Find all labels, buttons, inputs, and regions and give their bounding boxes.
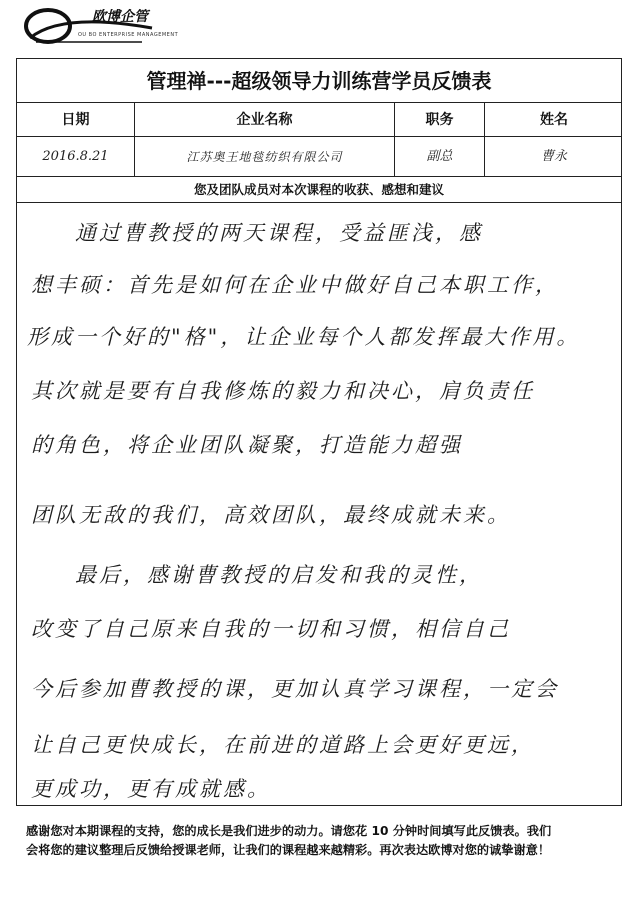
footer-note	[26, 822, 622, 860]
feedback-line: 想丰硕：首先是如何在企业中做好自己本职工作，	[31, 273, 559, 297]
company-logo	[22, 2, 179, 50]
info-row	[17, 137, 621, 177]
footer-line-1: 感谢您对本期课程的支持，您的成长是我们进步的动力。请您花 10 分钟时间填写此反馈表。我们	[26, 824, 552, 838]
feedback-prompt: 您及团队成员对本次课程的收获、感想和建议	[17, 177, 621, 203]
feedback-line: 形成一个好的"格"，让企业每个人都发挥最大作用。	[27, 325, 581, 349]
feedback-body	[17, 203, 621, 805]
header-row	[17, 103, 621, 137]
feedback-line: 让自己更快成长，在前进的道路上会更好更远，	[31, 733, 535, 757]
feedback-line: 的角色，将企业团队凝聚，打造能力超强	[31, 433, 463, 457]
logo-tagline: OU BO ENTERPRISE MANAGEMENT	[78, 32, 179, 38]
name-header: 姓名	[540, 112, 568, 128]
company-value: 江苏奥王地毯纺织有限公司	[135, 137, 395, 176]
feedback-form	[16, 58, 622, 806]
form-title: 管理禅---超级领导力训练营学员反馈表	[17, 59, 621, 103]
feedback-line: 通过曹教授的两天课程，受益匪浅，感	[75, 221, 483, 245]
feedback-line: 其次就是要有自我修炼的毅力和决心，肩负责任	[31, 379, 535, 403]
position-value: 副总	[395, 137, 485, 176]
company-header: 企业名称	[135, 103, 395, 136]
feedback-line: 更成功，更有成就感。	[31, 777, 271, 801]
date-value: 2016.8.21	[17, 137, 135, 176]
footer-line-2: 会将您的建议整理后反馈给授课老师，让我们的课程越来越精彩。再次表达欧博对您的诚挚谢意！	[26, 843, 551, 857]
feedback-line: 最后，感谢曹教授的启发和我的灵性，	[75, 563, 483, 587]
feedback-line: 今后参加曹教授的课，更加认真学习课程，一定会	[31, 677, 559, 701]
logo-name: 欧博企管	[92, 9, 148, 25]
feedback-line: 团队无敌的我们，高效团队，最终成就未来。	[31, 503, 511, 527]
date-header: 日期	[17, 103, 135, 136]
position-header: 职务	[395, 103, 485, 136]
feedback-line: 改变了自己原来自我的一切和习惯，相信自己	[31, 617, 511, 641]
name-value: 曹永	[540, 149, 567, 164]
